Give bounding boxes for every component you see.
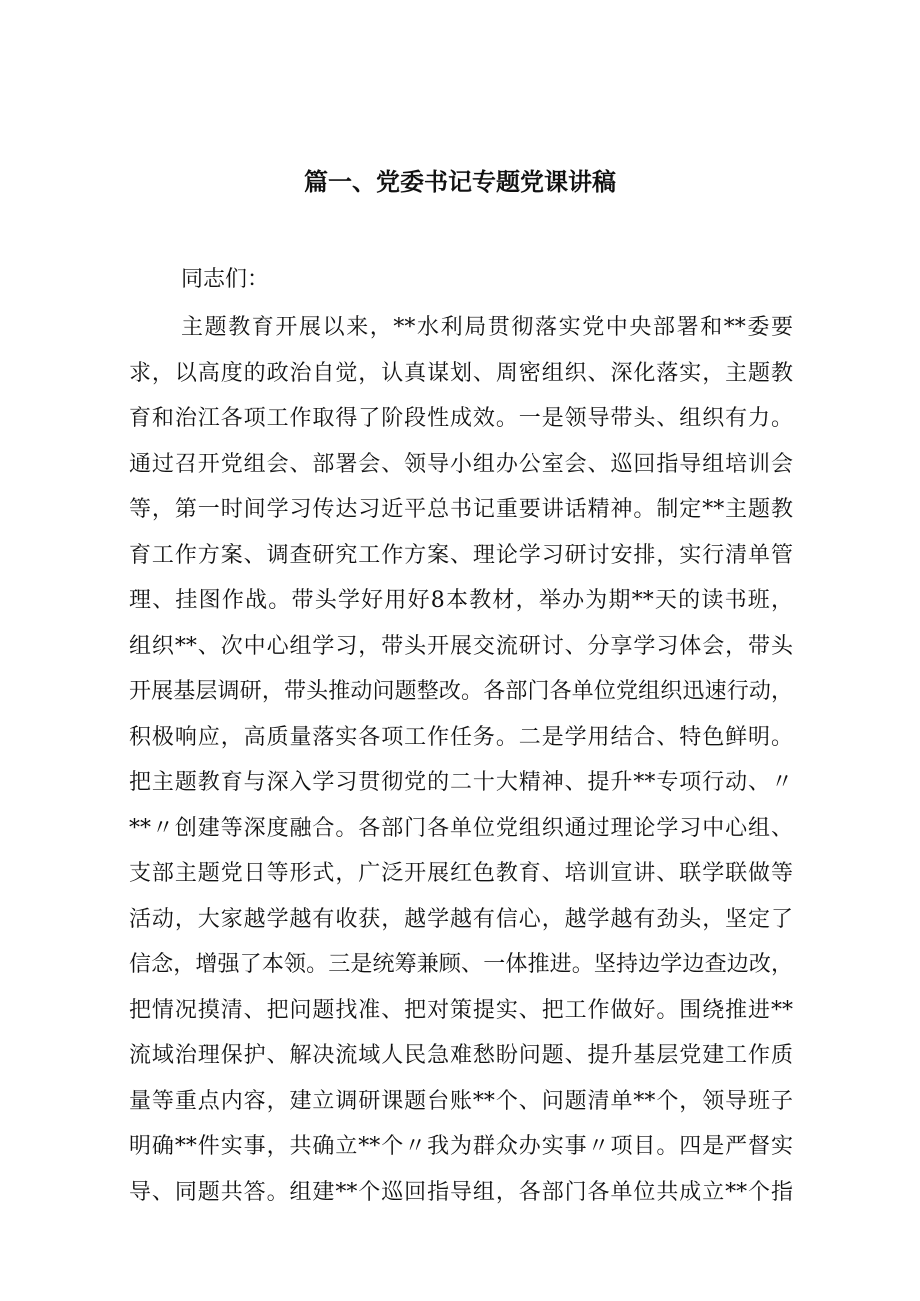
paragraph-line: 主题教育开展以来，**水利局贯彻落实党中央部署和**委要 bbox=[181, 315, 793, 340]
paragraph-line: 开展基层调研，带头推动问题整改。各部门各单位党组织迅速行动， bbox=[129, 679, 793, 704]
paragraph-line: 把情况摸清、把问题找准、把对策提实、把工作做好。围绕推进** bbox=[129, 998, 793, 1023]
paragraph-line: 流域治理保护、解决流域人民急难愁盼问题、提升基层党建工作质 bbox=[129, 1043, 793, 1068]
paragraph-line: 量等重点内容，建立调研课题台账**个、问题清单**个，领导班子 bbox=[129, 1089, 793, 1114]
paragraph-line: 等，第一时间学习传达习近平总书记重要讲话精神。制定**主题教 bbox=[129, 497, 793, 522]
paragraph-line: 把主题教育与深入学习贯彻党的二十大精神、提升**专项行动、〃 bbox=[129, 770, 793, 795]
paragraph-line: 组织**、次中心组学习，带头开展交流研讨、分享学习体会，带头 bbox=[129, 634, 793, 659]
paragraph-line: 育和治江各项工作取得了阶段性成效。一是领导带头、组织有力。 bbox=[129, 406, 793, 431]
paragraph-line: 通过召开党组会、部署会、领导小组办公室会、巡回指导组培训会 bbox=[129, 452, 793, 477]
paragraph-line: 求，以高度的政治自觉，认真谋划、周密组织、深化落实，主题教 bbox=[129, 361, 793, 386]
paragraph-line: 积极响应，高质量落实各项工作任务。二是学用结合、特色鲜明。 bbox=[129, 725, 793, 750]
paragraph-line: 理、挂图作战。带头学好用好8本教材，举办为期**天的读书班， bbox=[129, 588, 793, 613]
paragraph-line: 信念，增强了本领。三是统筹兼顾、一体推进。坚持边学边查边改， bbox=[129, 952, 793, 977]
paragraph-line: 育工作方案、调查研究工作方案、理论学习研讨安排，实行清单管 bbox=[129, 543, 793, 568]
document-title: 篇一、党委书记专题党课讲稿 bbox=[304, 168, 616, 196]
paragraph-line: 明确**件实事，共确立**个〃我为群众办实事〃项目。四是严督实 bbox=[129, 1134, 793, 1159]
paragraph-line: 支部主题党日等形式，广泛开展红色教育、培训宣讲、联学联做等 bbox=[129, 861, 793, 886]
paragraph-line: **〃创建等深度融合。各部门各单位党组织通过理论学习中心组、 bbox=[129, 816, 793, 841]
paragraph-line: 活动，大家越学越有收获，越学越有信心，越学越有劲头，坚定了 bbox=[129, 907, 793, 932]
paragraph-line: 导、同题共答。组建**个巡回指导组，各部门各单位共成立**个指 bbox=[129, 1180, 793, 1205]
salutation: 同志们： bbox=[181, 267, 270, 292]
